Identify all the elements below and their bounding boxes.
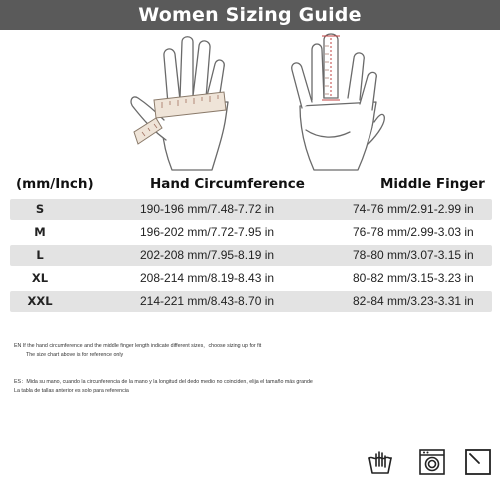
hand-value: 214-221 mm/8.43-8.70 in: [140, 294, 275, 308]
line-dry-icon: [464, 448, 492, 476]
hand-value: 202-208 mm/7.95-8.19 in: [140, 248, 275, 262]
note-en-line1: EN If the hand circumference and the middle finger length indicate different sizes，choose sizing up for fit: [14, 343, 262, 349]
table-row: [10, 199, 492, 220]
size-label: L: [36, 248, 44, 262]
middle-value: 78-80 mm/3.07-3.15 in: [353, 248, 474, 262]
hand-value: 196-202 mm/7.72-7.95 in: [140, 225, 275, 239]
header-middle-finger: Middle Finger: [380, 176, 485, 192]
washing-machine-icon: [418, 448, 446, 476]
header-hand-circumference: Hand Circumference: [150, 176, 305, 192]
size-label: M: [34, 225, 46, 239]
note-en-line2: The size chart above is for reference only: [26, 352, 124, 358]
size-label: XL: [31, 271, 49, 285]
hand-circumference-illustration: [120, 32, 250, 172]
table-header: [0, 174, 500, 196]
note-es-line1: ES：Mida su mano, cuando la circunferencia de la mano y la longitud del dedo medio no coinciden, elija el tamaño más grande: [14, 379, 313, 385]
middle-value: 82-84 mm/3.23-3.31 in: [353, 294, 474, 308]
page-title: Women Sizing Guide: [138, 4, 362, 26]
header-size-unit: (mm/Inch): [16, 176, 94, 192]
table-row: [10, 222, 492, 243]
title-bar: [0, 0, 500, 30]
hand-value: 190-196 mm/7.48-7.72 in: [140, 202, 275, 216]
hand-value: 208-214 mm/8.19-8.43 in: [140, 271, 275, 285]
middle-finger-illustration: [278, 30, 388, 172]
table-row: [10, 245, 492, 266]
table-row: [10, 291, 492, 312]
middle-value: 74-76 mm/2.91-2.99 in: [353, 202, 474, 216]
hand-wash-icon: [366, 448, 394, 476]
note-es-line2: La tabla de tallas anterior es solo para referencia: [14, 388, 129, 394]
size-label: XXL: [27, 294, 53, 308]
middle-value: 76-78 mm/2.99-3.03 in: [353, 225, 474, 239]
middle-value: 80-82 mm/3.15-3.23 in: [353, 271, 474, 285]
table-row: [10, 268, 492, 289]
size-label: S: [35, 202, 45, 216]
